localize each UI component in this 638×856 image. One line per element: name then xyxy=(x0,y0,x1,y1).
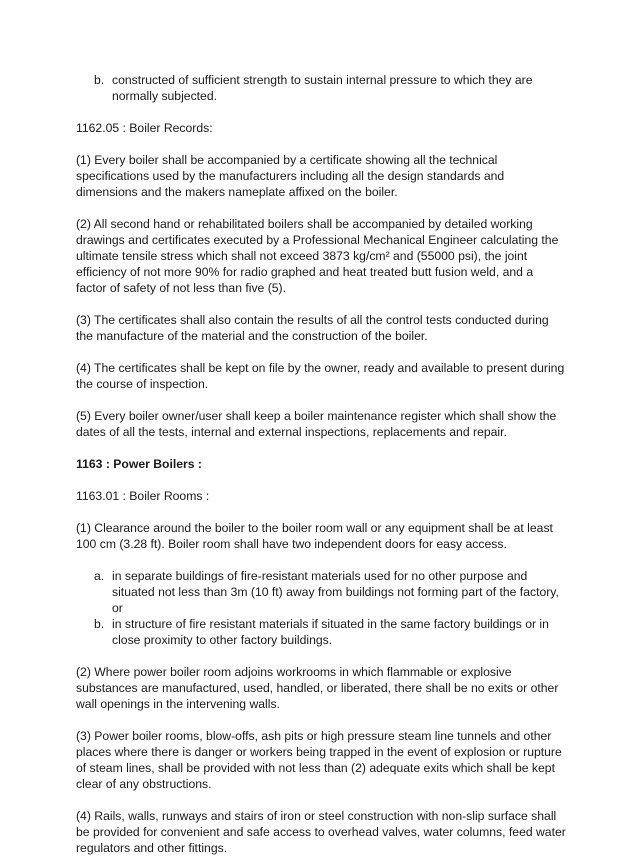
list-item-text: in structure of fire resistant materials if situated in the same factory buildings or in close proximity to other factory buildings. xyxy=(112,617,549,647)
list-marker: a. xyxy=(94,569,105,583)
paragraph: (2) All second hand or rehabilitated boilers shall be accompanied by detailed working drawings and certificates executed by a Professional Mechanical Engineer calculating the ultimate tensile stress which shall not exceed 3873 kg/cm² and (55000 psi), the joint efficiency of not more 90% for radio graphed and heat treated butt fusion weld, and a factor of safety of not less than five (5). xyxy=(76,217,559,295)
paragraph: (1) Every boiler shall be accompanied by a certificate showing all the technical specifications used by the manufacturers including all the design standards and dimensions and the makers nameplate affixed on the boiler. xyxy=(76,153,505,199)
list-item xyxy=(94,568,566,616)
subsection-heading: 1163.01 : Boiler Rooms : xyxy=(76,489,210,503)
section-heading: 1162.05 : Boiler Records: xyxy=(76,121,213,135)
paragraph: (4) The certificates shall be kept on file by the owner, ready and available to present during the course of inspection. xyxy=(76,361,565,391)
paragraph: (3) The certificates shall also contain the results of all the control tests conducted during the manufacture of the material and the construction of the boiler. xyxy=(76,313,549,343)
list-marker: b. xyxy=(94,73,105,87)
paragraph: (4) Rails, walls, runways and stairs of iron or steel construction with non-slip surface shall be provided for convenient and safe access to overhead valves, water columns, feed water regulators and other fittings. xyxy=(76,809,566,855)
paragraph: (5) Every boiler owner/user shall keep a boiler maintenance register which shall show the dates of all the tests, internal and external inspections, replacements and repair. xyxy=(76,409,557,439)
list-item xyxy=(94,616,566,648)
paragraph: (2) Where power boiler room adjoins workrooms in which flammable or explosive substances are manufactured, used, handled, or liberated, there shall be no exits or other wall openings in the intervening walls. xyxy=(76,665,559,711)
list-marker: b. xyxy=(94,617,105,631)
list-item-text: constructed of sufficient strength to sustain internal pressure to which they are normally subjected. xyxy=(112,73,533,103)
list-item xyxy=(94,72,566,104)
document-page xyxy=(76,72,566,856)
section-heading: 1163 : Power Boilers : xyxy=(76,457,202,471)
list-item-text: in separate buildings of fire-resistant materials used for no other purpose and situated not less than 3m (10 ft) away from buildings not forming part of the factory, or xyxy=(112,569,559,615)
paragraph: (1) Clearance around the boiler to the boiler room wall or any equipment shall be at least 100 cm (3.28 ft). Boiler room shall have two independent doors for easy access. xyxy=(76,521,553,551)
paragraph: (3) Power boiler rooms, blow-offs, ash pits or high pressure steam line tunnels and other places where there is danger or workers being trapped in the event of explosion or rupture of steam lines, shall be provided with not less than (2) adequate exits which shall be kept clear of any obstructions. xyxy=(76,729,562,791)
